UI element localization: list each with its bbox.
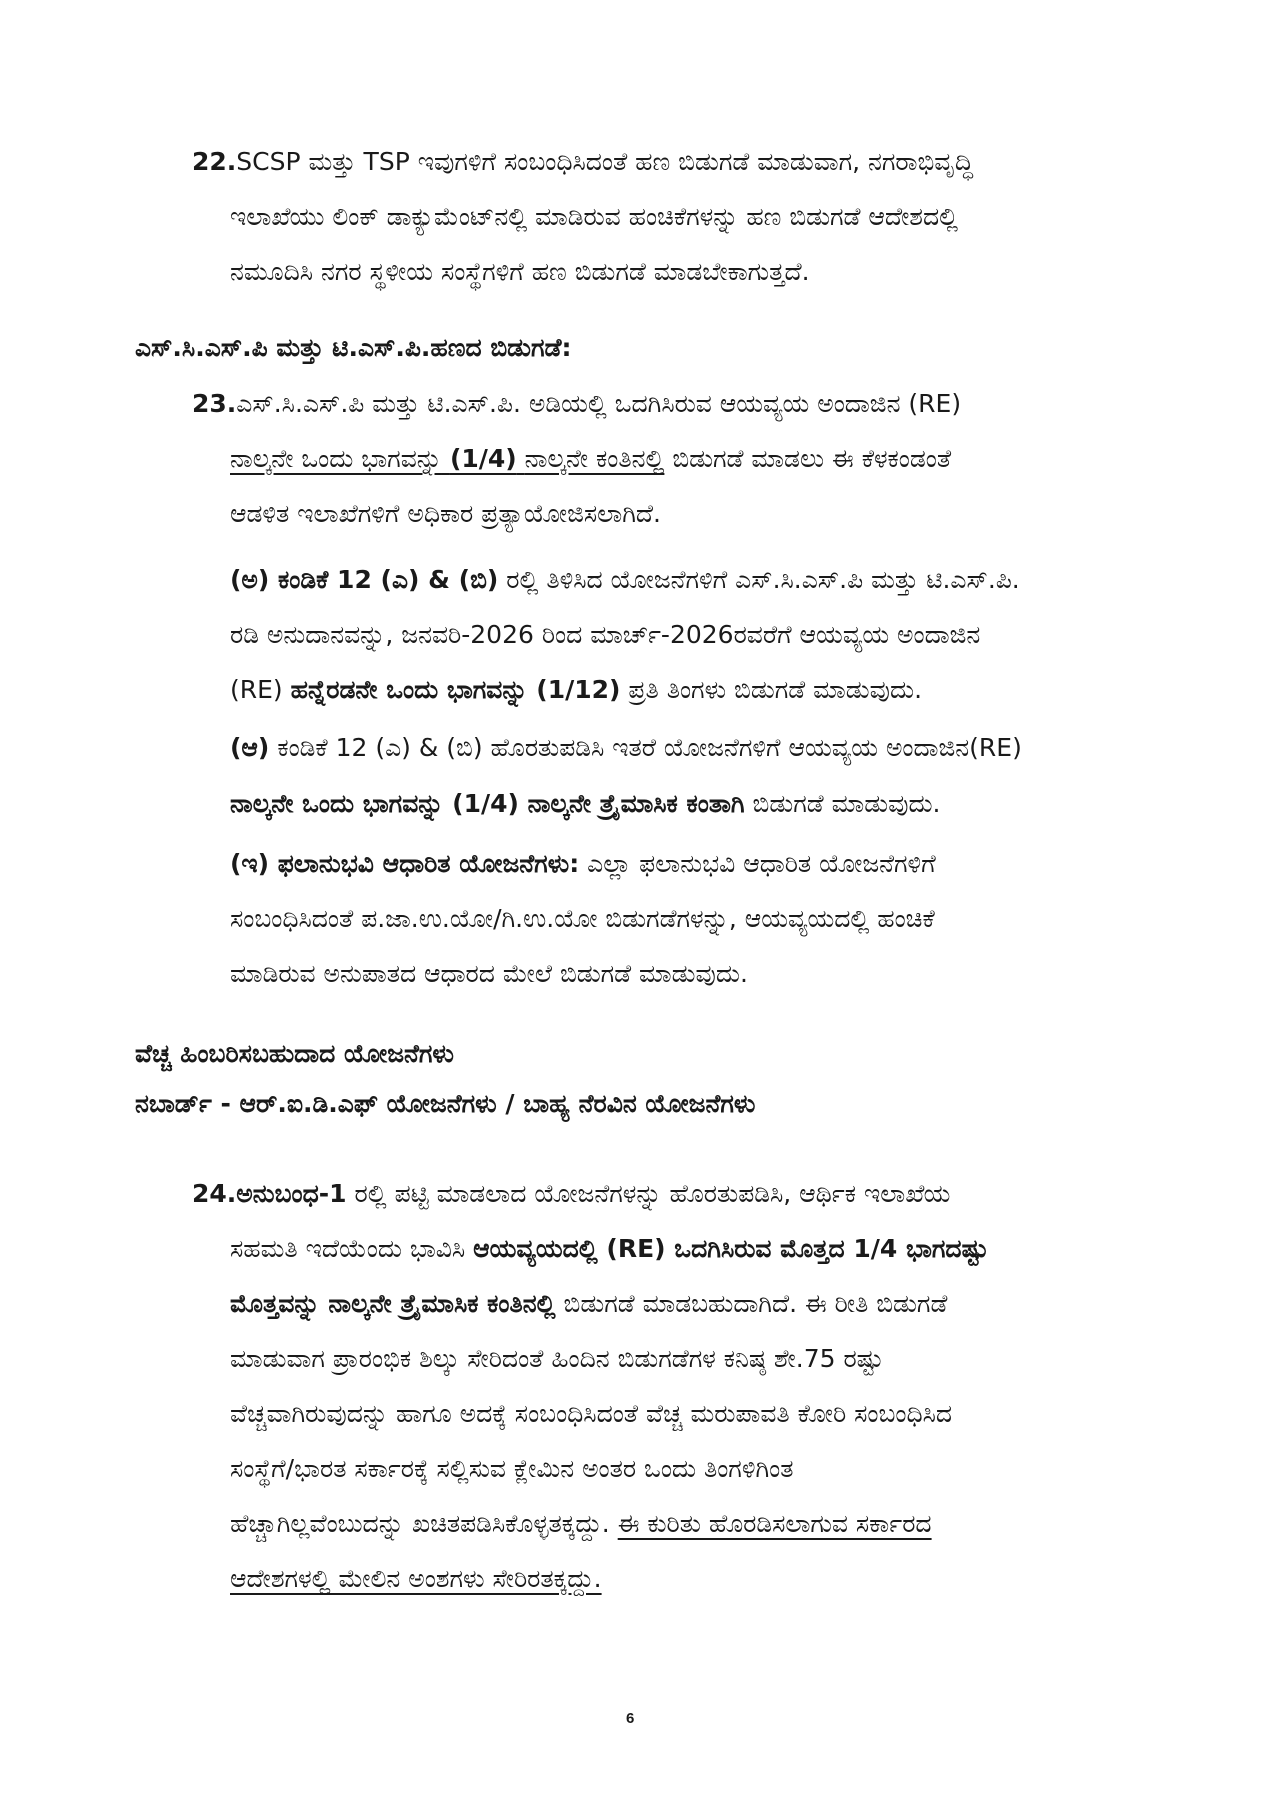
paragraph-text: ರಲ್ಲಿ ತಿಳಿಸಿದ ಯೋಜನೆಗಳಿಗೆ ಎಸ್.ಸಿ.ಎಸ್.ಪಿ ಮತ್ತು ಟಿ.ಎಸ್.ಪಿ. (506, 565, 1020, 594)
paragraph-23-line-2 (230, 441, 951, 477)
paragraph-text: ಹೆಚ್ಚಾಗಿಲ್ಲವೆಂಬುದನ್ನು ಖಚಿತಪಡಿಸಿಕೊಳ್ಳತಕ್ಕದ್ದು. (230, 1509, 610, 1538)
bold-text: ಮೊತ್ತವನ್ನು ನಾಲ್ಕನೇ ತ್ರೈಮಾಸಿಕ ಕಂತಿನಲ್ಲಿ (230, 1289, 556, 1318)
paragraph-24-line-3 (230, 1286, 947, 1322)
paragraph-text: ಎಲ್ಲಾ ಫಲಾನುಭವಿ ಆಧಾರಿತ ಯೋಜನೆಗಳಿಗೆ (587, 849, 936, 878)
paragraph-number: 22. (192, 147, 237, 176)
paragraph-23-line-1 (192, 386, 961, 422)
paragraph-text: ಕಂಡಿಕೆ 12 (ಎ) & (ಬಿ) ಹೊರತುಪಡಿಸಿ ಇತರೆ ಯೋಜನೆಗಳಿಗೆ ಆಯವ್ಯಯ ಅಂದಾಜಿನ(RE) (277, 733, 1022, 762)
subclause-i-line-2: ಸಂಬಂಧಿಸಿದಂತೆ ಪ.ಜಾ.ಉ.ಯೋ/ಗಿ.ಉ.ಯೋ ಬಿಡುಗಡೆಗಳನ್ನು, ಆಯವ್ಯಯದಲ್ಲಿ ಹಂಚಿಕೆ (230, 904, 935, 933)
underlined-text: ನಾಲ್ಕನೇ ಒಂದು ಭಾಗವನ್ನು (230, 444, 442, 473)
paragraph-24-line-6: ಸಂಸ್ಥೆಗೆ/ಭಾರತ ಸರ್ಕಾರಕ್ಕೆ ಸಲ್ಲಿಸುವ ಕ್ಲೇಮಿನ ಅಂತರ ಒಂದು ತಿಂಗಳಿಗಿಂತ (230, 1454, 794, 1483)
paragraph-text: ಬಿಡುಗಡೆ ಮಾಡಲು ಈ ಕೆಳಕಂಡಂತೆ (672, 444, 952, 473)
paragraph-24-line-2 (230, 1231, 988, 1267)
subclause-i-line-3: ಮಾಡಿರುವ ಅನುಪಾತದ ಆಧಾರದ ಮೇಲೆ ಬಿಡುಗಡೆ ಮಾಡುವುದು. (230, 959, 748, 988)
paragraph-number: 23. (192, 389, 237, 418)
subclause-aa-line-2 (230, 786, 941, 822)
subclause-a-line-3 (230, 672, 922, 708)
underlined-text: ನಾಲ್ಕನೇ ಕಂತಿನಲ್ಲಿ (524, 444, 665, 473)
bold-text: ಅನುಬಂಧ-1 (236, 1179, 347, 1208)
bold-text: ಹನ್ನೆರಡನೇ ಒಂದು ಭಾಗವನ್ನು (1/12) (290, 675, 621, 704)
bold-text: ನಾಲ್ಕನೇ ಒಂದು ಭಾಗವನ್ನು (1/4) ನಾಲ್ಕನೇ ತ್ರೈಮಾಸಿಕ ಕಂತಾಗಿ (230, 789, 745, 818)
section-heading-nabard-rdf: ನಬಾರ್ಡ್ - ಆರ್.ಐ.ಡಿ.ಎಫ್ ಯೋಜನೆಗಳು / ಬಾಹ್ಯ ನೆರವಿನ ಯೋಜನೆಗಳು (135, 1089, 756, 1118)
paragraph-number: 24. (192, 1179, 237, 1208)
paragraph-23-line-3: ಆಡಳಿತ ಇಲಾಖೆಗಳಿಗೆ ಅಧಿಕಾರ ಪ್ರತ್ಯಾಯೋಜಿಸಲಾಗಿದೆ. (230, 499, 661, 528)
section-heading-reimbursable-schemes: ವೆಚ್ಚ ಹಿಂಬರಿಸಬಹುದಾದ ಯೋಜನೆಗಳು (135, 1039, 454, 1068)
paragraph-24-line-1 (192, 1176, 950, 1212)
paragraph-text: ಸಹಮತಿ ಇದೆಯೆಂದು ಭಾವಿಸಿ (230, 1234, 466, 1263)
subclause-a-line-1 (230, 562, 1020, 598)
subclause-label: (ಆ) (230, 733, 270, 762)
paragraph-22-line-2: ಇಲಾಖೆಯು ಲಿಂಕ್ ಡಾಕ್ಯುಮೆಂಟ್‌ನಲ್ಲಿ ಮಾಡಿರುವ ಹಂಚಿಕೆಗಳನ್ನು ಹಣ ಬಿಡುಗಡೆ ಆದೇಶದಲ್ಲಿ (230, 202, 959, 231)
section-heading-scsp-tsp: ಎಸ್.ಸಿ.ಎಸ್.ಪಿ ಮತ್ತು ಟಿ.ಎಸ್.ಪಿ.ಹಣದ ಬಿಡುಗಡೆ: (135, 333, 572, 362)
subclause-label: (ಇ) ಫಲಾನುಭವಿ ಆಧಾರಿತ ಯೋಜನೆಗಳು: (230, 849, 580, 878)
paragraph-text: (RE) (230, 675, 283, 704)
underlined-fraction: (1/4) (449, 444, 517, 473)
subclause-aa-line-1 (230, 730, 1022, 766)
subclause-label: (ಅ) ಕಂಡಿಕೆ 12 (ಎ) & (ಬಿ) (230, 565, 499, 594)
paragraph-text: ರಲ್ಲಿ ಪಟ್ಟಿ ಮಾಡಲಾದ ಯೋಜನೆಗಳನ್ನು ಹೊರತುಪಡಿಸಿ, ಆರ್ಥಿಕ ಇಲಾಖೆಯ (354, 1179, 951, 1208)
subclause-a-line-2: ರಡಿ ಅನುದಾನವನ್ನು, ಜನವರಿ-2026 ರಿಂದ ಮಾರ್ಚ್-2026ರವರೆಗೆ ಆಯವ್ಯಯ ಅಂದಾಜಿನ (230, 620, 981, 649)
paragraph-24-line-5: ವೆಚ್ಚವಾಗಿರುವುದನ್ನು ಹಾಗೂ ಅದಕ್ಕೆ ಸಂಬಂಧಿಸಿದಂತೆ ವೆಚ್ಚ ಮರುಪಾವತಿ ಕೋರಿ ಸಂಬಂಧಿಸಿದ (230, 1399, 953, 1428)
subclause-i-line-1 (230, 846, 936, 882)
page-number: 6 (626, 1710, 635, 1727)
paragraph-22-line-1 (192, 144, 1117, 180)
underlined-text: ಆದೇಶಗಳಲ್ಲಿ ಮೇಲಿನ ಅಂಶಗಳು ಸೇರಿರತಕ್ಕದ್ದು. (230, 1564, 602, 1593)
underlined-text: ಈ ಕುರಿತು ಹೊರಡಿಸಲಾಗುವ ಸರ್ಕಾರದ (617, 1509, 932, 1538)
bold-text: ಆಯವ್ಯಯದಲ್ಲಿ (RE) ಒದಗಿಸಿರುವ ಮೊತ್ತದ 1/4 ಭಾಗದಷ್ಟು (473, 1234, 989, 1263)
paragraph-text: SCSP ಮತ್ತು TSP ಇವುಗಳಿಗೆ ಸಂಬಂಧಿಸಿದಂತೆ ಹಣ ಬಿಡುಗಡೆ ಮಾಡುವಾಗ, ನಗರಾಭಿವೃದ್ಧಿ (236, 147, 974, 176)
paragraph-text: ಎಸ್.ಸಿ.ಎಸ್.ಪಿ ಮತ್ತು ಟಿ.ಎಸ್.ಪಿ. ಅಡಿಯಲ್ಲಿ ಒದಗಿಸಿರುವ ಆಯವ್ಯಯ ಅಂದಾಜಿನ (RE) (236, 389, 962, 418)
paragraph-24-line-7 (230, 1506, 932, 1542)
paragraph-text: ಪ್ರತಿ ತಿಂಗಳು ಬಿಡುಗಡೆ ಮಾಡುವುದು. (628, 675, 923, 704)
paragraph-text: ಬಿಡುಗಡೆ ಮಾಡುವುದು. (752, 789, 941, 818)
paragraph-24-line-8 (230, 1561, 602, 1597)
paragraph-text: ಬಿಡುಗಡೆ ಮಾಡಬಹುದಾಗಿದೆ. ಈ ರೀತಿ ಬಿಡುಗಡೆ (563, 1289, 948, 1318)
paragraph-22-line-3: ನಮೂದಿಸಿ ನಗರ ಸ್ಥಳೀಯ ಸಂಸ್ಥೆಗಳಿಗೆ ಹಣ ಬಿಡುಗಡೆ ಮಾಡಬೇಕಾಗುತ್ತದೆ. (230, 257, 810, 286)
paragraph-24-line-4: ಮಾಡುವಾಗ ಪ್ರಾರಂಭಿಕ ಶಿಲ್ಕು ಸೇರಿದಂತೆ ಹಿಂದಿನ ಬಿಡುಗಡೆಗಳ ಕನಿಷ್ಠ ಶೇ.75 ರಷ್ಟು (230, 1344, 884, 1373)
